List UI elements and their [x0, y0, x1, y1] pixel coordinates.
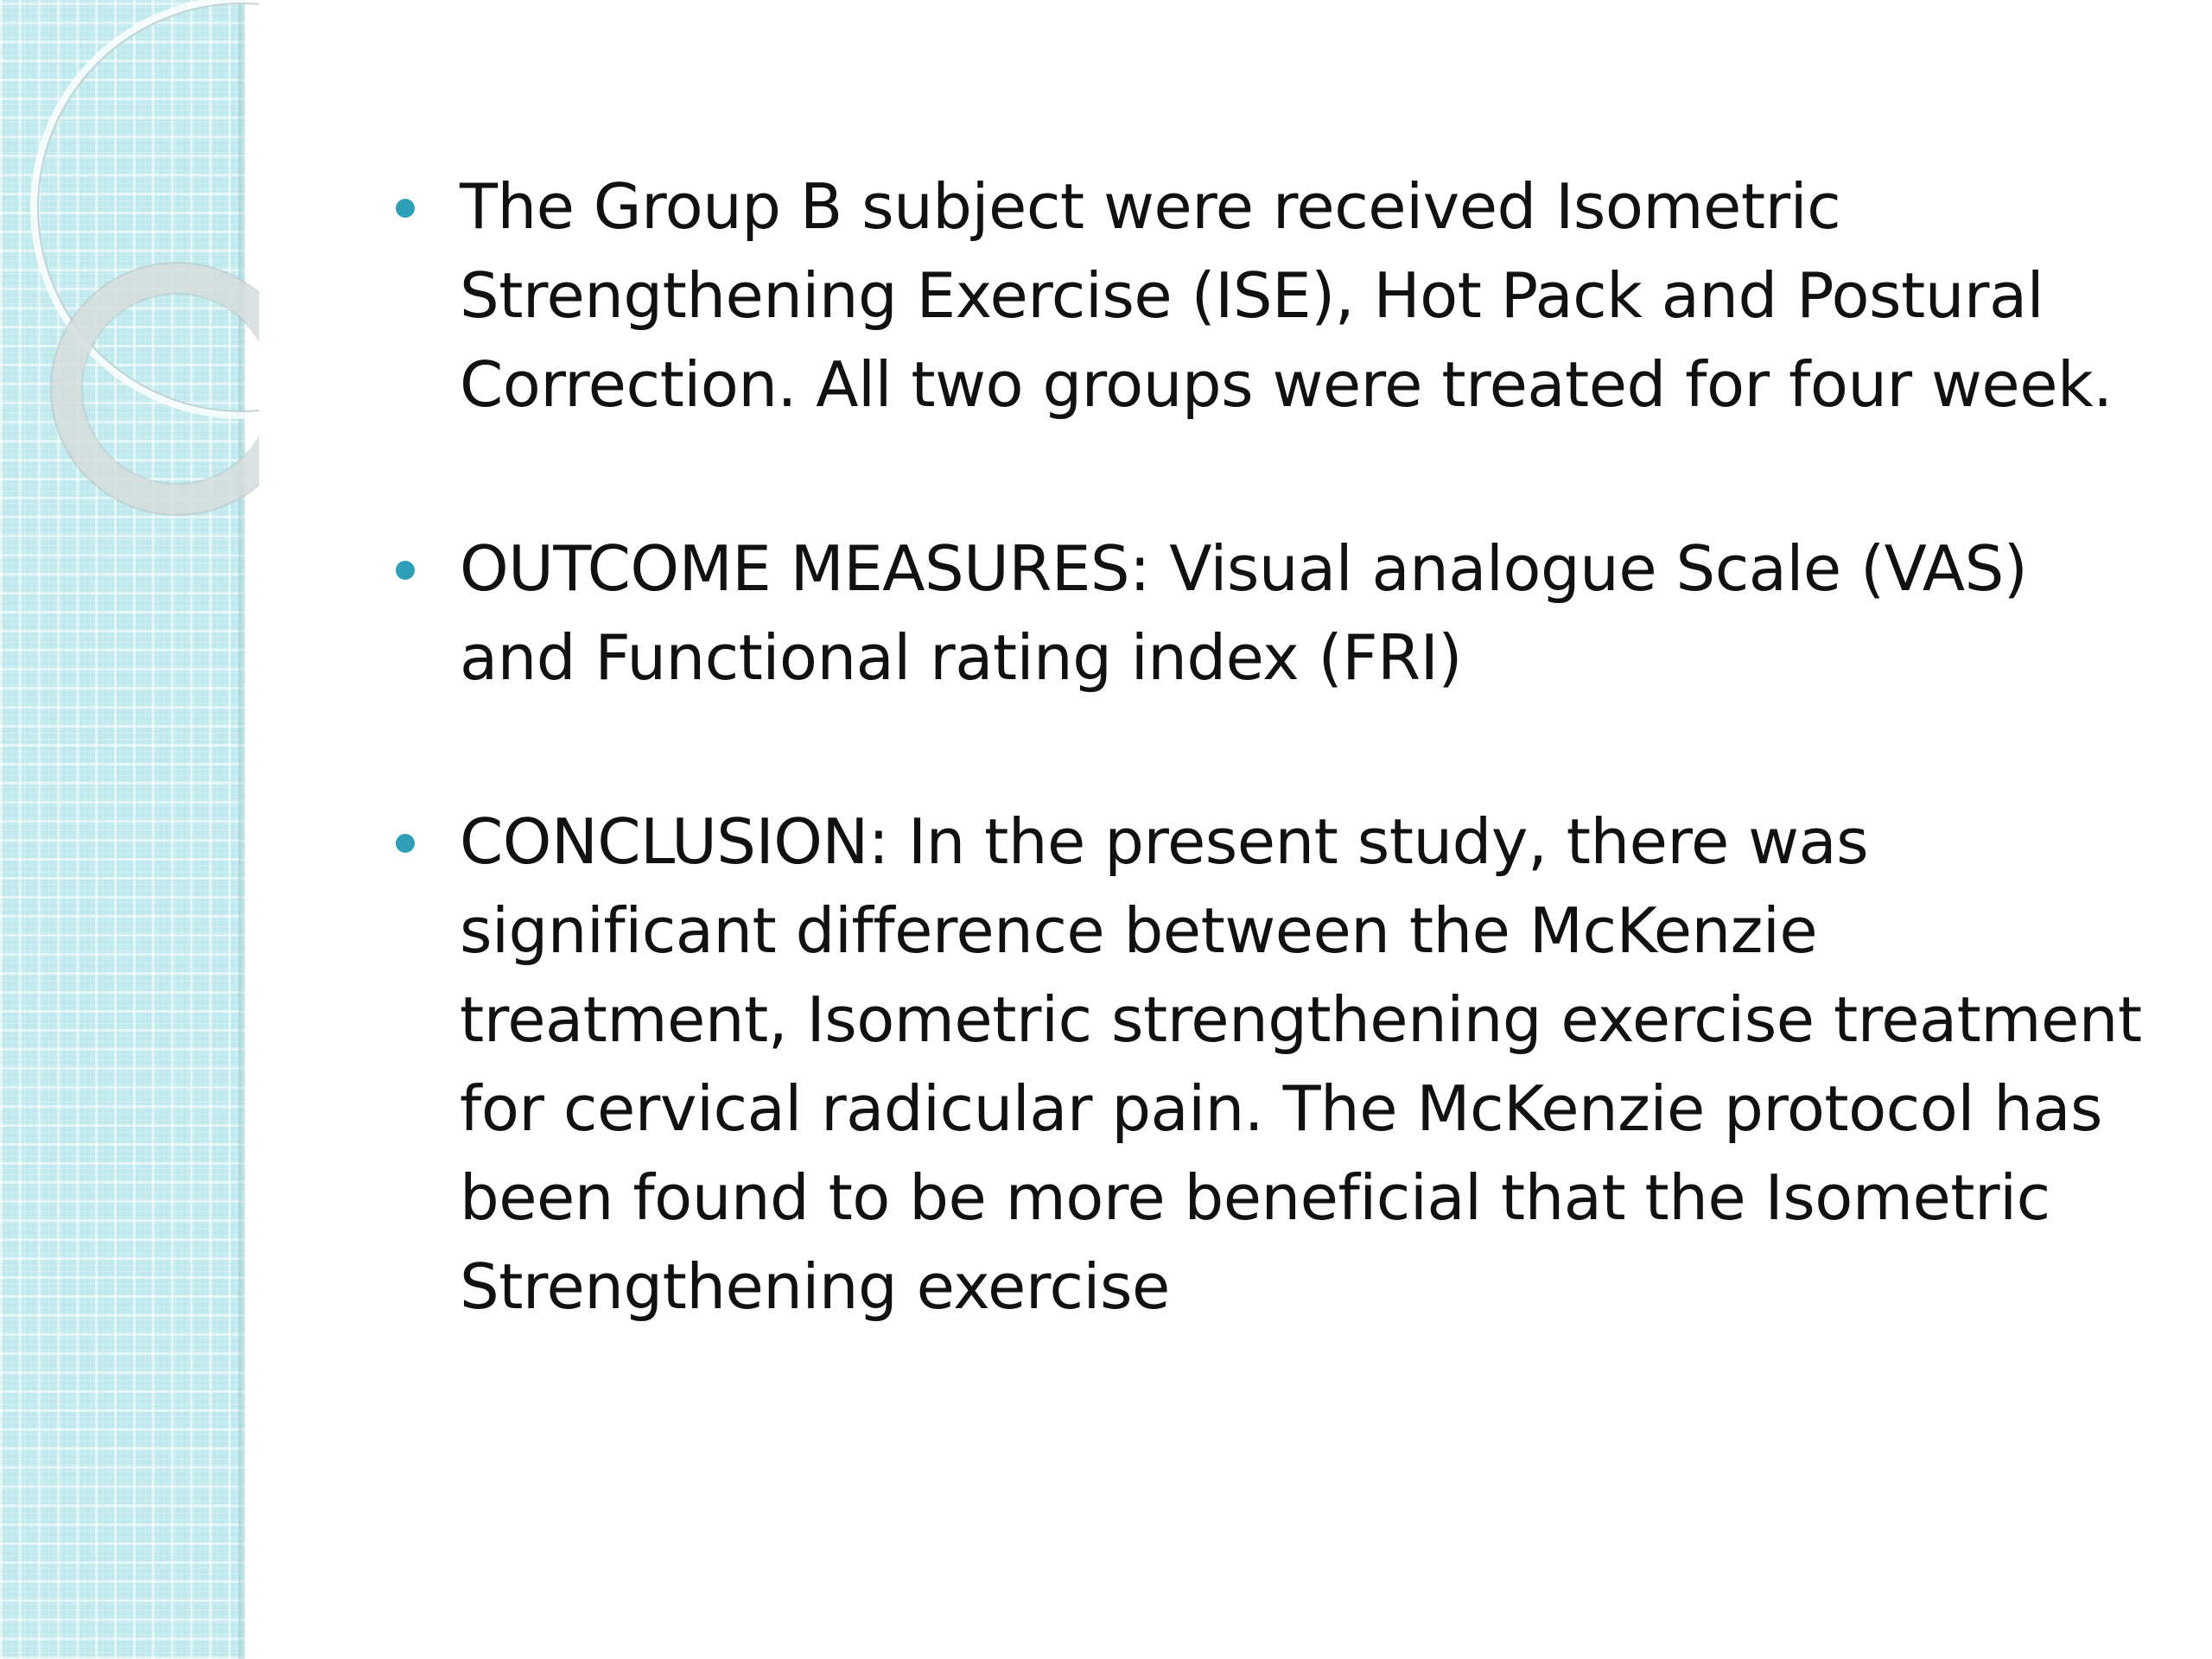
small-ring [67, 278, 259, 499]
bullet-dot-icon [396, 561, 415, 580]
bullet-dot-icon [396, 199, 415, 218]
bullet-dot-icon [396, 834, 415, 853]
bullet-text: OUTCOME MEASURES: Visual analogue Scale (VAS) and Functional rating index (FRI) [460, 532, 2028, 694]
bullet-item-group-b [397, 162, 2160, 429]
decorative-rings-graphic [0, 0, 259, 553]
bullet-list [397, 162, 2160, 1427]
bullet-text: The Group B subject were received Isometric Strengthening Exercise (ISE), Hot Pack and Postural Correction. All two groups were treated for four week. [460, 170, 2113, 421]
bullet-item-outcome-measures [397, 524, 2160, 702]
bullet-text: CONCLUSION: In the present study, there was significant difference between the McKenzie treatment, Isometric strengthening exercise treatment for cervical radicular pain. The McKenzie protocol has been found to be more beneficial that the Isometric Strengthening exercise [460, 805, 2142, 1323]
bullet-item-conclusion [397, 798, 2160, 1332]
